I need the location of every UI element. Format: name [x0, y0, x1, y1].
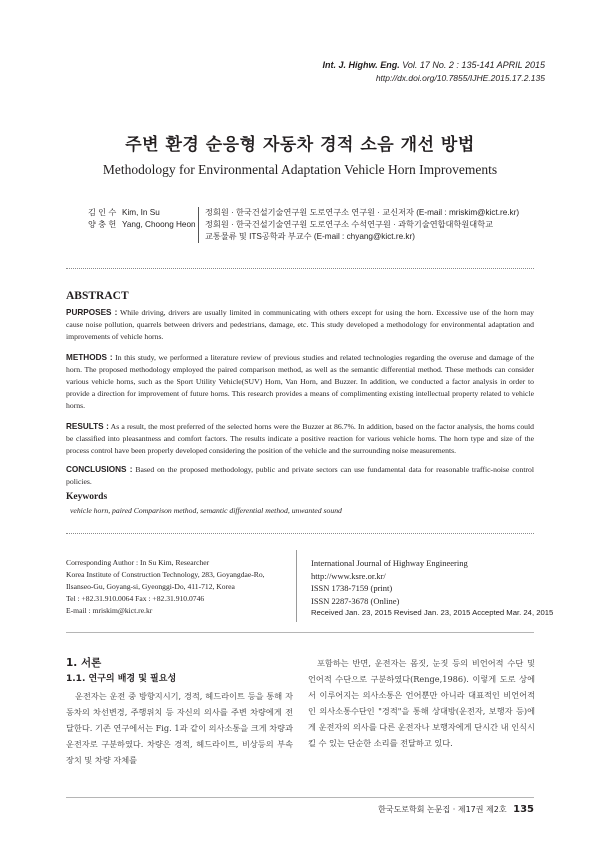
results-text: As a result, the most preferred of the selected horns were the Buzzer at 86.7%. In addition, based on the factor analysis, the horns could be classified into pleasantness and comfort factors. The results indicate a positive reaction for various vehicle horns. The horn type and size of the process control have been properly developed considering the position of the vehicle and the surrounding noise measurements.: [66, 422, 534, 455]
body-text-left: 운전자는 운전 중 방향지시기, 경적, 헤드라이트 등을 통해 자동차의 차선변경, 주행위치 등 자신의 의사를 주변 차량에게 전달한다. 기존 연구에서는 Fig. 1과 같이 의사소통을 크게 차량과 운전자로 구분하였다. 차량은 경적, 헤드라이트, 비상등의 부속장치 및 차량 자체를: [66, 691, 293, 765]
results-label: RESULTS :: [66, 422, 109, 431]
section-heading: 1. 서론: [66, 657, 102, 669]
journal-volume: Vol. 17 No. 2 : 135-141 APRIL 2015: [402, 60, 545, 70]
corresponding-line: Corresponding Author : In Su Kim, Researcher: [66, 558, 210, 567]
journal-info-issn-online: ISSN 2287-3678 (Online): [311, 595, 400, 606]
author-name-ko: 양 충 헌: [88, 220, 117, 229]
divider-dotted: [66, 268, 534, 269]
author-affiliation-line2: 교통물류 및 ITS공학과 부교수 (E-mail : chyang@kict.re.kr): [205, 232, 415, 241]
author-row: [88, 219, 535, 243]
title-english: Methodology for Environmental Adaptation Vehicle Horn Improvements: [102, 162, 498, 177]
journal-info-issn-print: ISSN 1738-7159 (print): [311, 583, 393, 593]
divider-line: [66, 797, 534, 798]
abstract-conclusions: [66, 464, 534, 488]
journal-info-url[interactable]: http://www.ksre.or.kr/: [311, 570, 386, 581]
journal-header-line: [323, 60, 545, 70]
title-korean: 주변 환경 순응형 자동차 경적 소음 개선 방법: [125, 135, 475, 155]
author-name-ko: 김 인 수: [88, 208, 117, 217]
abstract-results: [66, 421, 534, 457]
page-footer: [378, 804, 534, 815]
corresponding-line: Tel : +82.31.910.0064 Fax : +82.31.910.0746: [66, 594, 205, 603]
author-name-en: Kim, In Su: [122, 208, 160, 217]
page-number: 135: [513, 804, 534, 815]
subsection-heading: 1.1. 연구의 배경 및 필요성: [66, 674, 177, 684]
conclusions-text: Based on the proposed methodology, public and private sectors can use fundamental data for reasonable traffic-noise control policies.: [66, 465, 535, 486]
methods-text: In this study, we performed a literature review of previous studies and related technologies regarding the overuse and damage of the horn. The proposed methodology employed the paired comparison method, as well as the semantic differential method. These methods can consider various vehicle horns, such as the Sport Utility Vehicle(SUV) Horn, Van Horn, and Buzzer. In addition, we conducted a factor analysis in order to provide a direction for improvement of future horns. This research provides a means of complimenting existing intellectual property related to vehicle horns.: [66, 353, 534, 410]
methods-label: METHODS :: [66, 353, 113, 362]
keywords-heading: Keywords: [66, 492, 108, 502]
purposes-label: PURPOSES :: [66, 308, 118, 317]
conclusions-label: CONCLUSIONS :: [66, 465, 133, 474]
author-affiliation-line1: 정회원 · 한국건설기술연구원 도로연구소 수석연구원 · 과학기술연합대학원대학교: [205, 220, 494, 229]
corresponding-email: E-mail : mriskim@kict.re.kr: [66, 606, 153, 615]
footer-journal: 한국도로학회 논문집 · 제17권 제2호: [378, 805, 507, 814]
abstract-purposes: [66, 307, 534, 343]
corresponding-author: [66, 557, 265, 617]
keywords-text: vehicle horn, paired Comparison method, semantic differential method, unwanted sound: [70, 506, 342, 515]
column-separator: [296, 550, 297, 622]
journal-name: Int. J. Highw. Eng.: [322, 60, 400, 70]
author-affiliation: [198, 219, 535, 243]
author-affiliation: 정회원 · 한국건설기술연구원 도로연구소 연구원 · 교신저자 (E-mail : mriskim@kict.re.kr): [198, 207, 535, 219]
corresponding-line: Korea Institute of Construction Technology, 283, Goyangdae-Ro,: [66, 570, 265, 579]
journal-info-name: International Journal of Highway Engineering: [311, 558, 468, 568]
author-block: [88, 207, 535, 243]
divider-dotted: [66, 533, 534, 534]
corresponding-line: Ilsanseo-Gu, Goyang-si, Gyeonggi-Do, 411-712, Korea: [66, 582, 235, 591]
doi-link[interactable]: http://dx.doi.org/10.7855/IJHE.2015.17.2.135: [375, 73, 545, 83]
body-text-right: 포함하는 반면, 운전자는 몸짓, 눈짓 등의 비언어적 수단 및 언어적 수단으로 구분하였다(Renge,1986). 이렇게 도로 상에서 이루어지는 의사소통은 언어뿐만 아니라 대표적인 비언어적인 의사소통수단인 "경적"을 통해 상대방(운전자, 보행자 등)에게 운전자의 의사를 다른 운전자나 보행자에게 단시간 내 인식시킬 수 있는 단순한 소리를 전달하고 있다.: [308, 658, 535, 748]
abstract-methods: [66, 352, 534, 412]
journal-info: [311, 557, 553, 620]
author-name-en: Yang, Choong Heon: [122, 220, 196, 229]
purposes-text: While driving, drivers are usually limited in communicating with others except for using the horn. Excessive use of the horn may cause noise pollution, quarrels between drivers and pedestrians, damage, etc. This study developed a methodology for environmental adaptation and improvements of vehicle horns.: [66, 308, 534, 341]
divider-line: [66, 632, 534, 633]
journal-info-dates: Received Jan. 23, 2015 Revised Jan. 23, 2015 Accepted Mar. 24, 2015: [311, 608, 554, 617]
abstract-heading: ABSTRACT: [66, 290, 129, 302]
author-row: [88, 207, 535, 219]
